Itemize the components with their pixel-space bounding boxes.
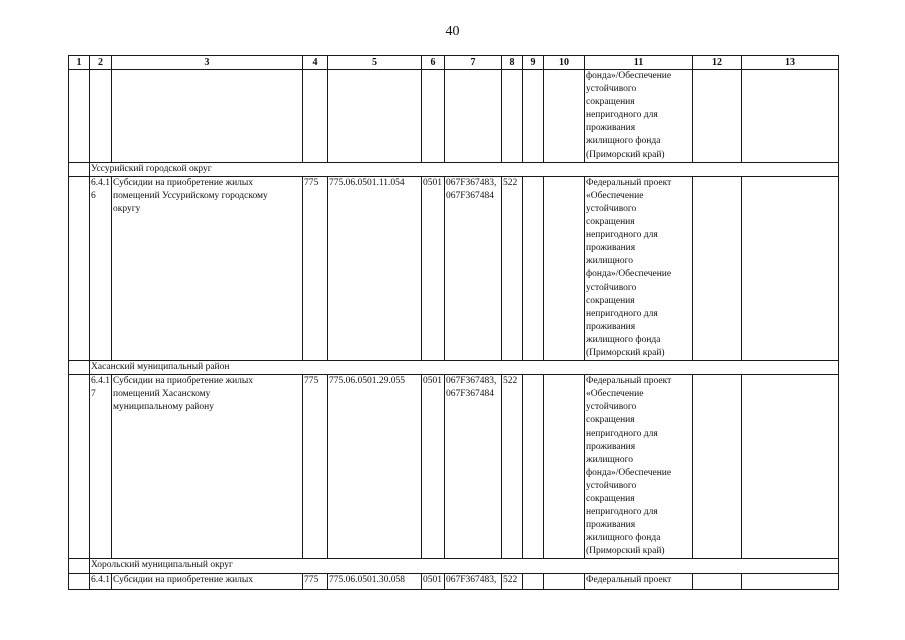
cell-col11-line: сокращения — [586, 494, 635, 504]
row-number-line: 6.4.1 — [91, 376, 110, 387]
cell-col9 — [523, 176, 544, 360]
cell-col11-line: устойчивого — [586, 203, 637, 214]
cell-col6 — [422, 70, 445, 163]
cell-col12 — [693, 573, 742, 589]
cell-col11-line: жилищного фонда — [586, 533, 661, 544]
header-cell-6: 6 — [422, 56, 445, 70]
cell-col1 — [69, 375, 90, 559]
cell-col11-line: проживания — [586, 243, 636, 254]
header-cell-12: 12 — [693, 56, 742, 70]
cell-col11-line: жилищного фонда — [586, 136, 661, 147]
cell-col8: 522 — [502, 375, 523, 559]
cell-col7-line: 067F367483, — [446, 177, 497, 188]
cell-col4: 775 — [303, 375, 328, 559]
cell-col11-line: проживания — [586, 123, 636, 134]
header-cell-4: 4 — [303, 56, 328, 70]
row-number-line: 7 — [91, 389, 96, 400]
cell-col11-line: сокращения — [586, 295, 635, 306]
cell-col8 — [502, 70, 523, 163]
cell-col9 — [523, 70, 544, 163]
cell-col1 — [69, 361, 90, 375]
cell-col11-line: Федеральный проект — [586, 574, 672, 585]
cell-col11-line: сокращения — [586, 97, 635, 108]
cell-col12 — [693, 176, 742, 360]
municipality-name: Хорольский муниципальный округ — [90, 559, 112, 573]
cell-col4 — [303, 70, 328, 163]
cell-col10 — [544, 70, 585, 163]
cell-col4: 775 — [303, 176, 328, 360]
data-row — [69, 573, 839, 589]
budget-table — [68, 55, 839, 590]
header-cell-13: 13 — [742, 56, 839, 70]
continuation-row — [69, 70, 839, 163]
cell-col11-line: сокращения — [586, 217, 635, 228]
cell-col11 — [585, 70, 693, 163]
cell-col11-line: устойчивого — [586, 402, 637, 413]
cell-col1 — [69, 559, 90, 573]
cell-col9 — [523, 375, 544, 559]
row-number — [90, 176, 112, 360]
cell-col13 — [742, 70, 839, 163]
row-name-line: Субсидии на приобретение жилых — [113, 376, 254, 387]
cell-col11-line: проживания — [586, 441, 636, 452]
cell-col7-line: 067F367484 — [446, 389, 495, 400]
cell-col11-line: проживания — [586, 520, 636, 531]
municipality-name: Уссурийский городской округ — [90, 162, 112, 176]
cell-col1 — [69, 70, 90, 163]
row-number-line: 6.4.1 — [91, 177, 110, 188]
cell-col5 — [328, 70, 422, 163]
cell-col11-line: непригодного для — [586, 110, 658, 121]
cell-col11-line: фонда»/Обеспечение — [586, 467, 672, 478]
row-name-line: муниципальному району — [113, 402, 214, 413]
cell-col11-line: (Приморский край) — [586, 149, 665, 160]
cell-col6: 0501 — [422, 176, 445, 360]
cell-col3 — [112, 70, 303, 163]
cell-col11 — [585, 176, 693, 360]
cell-col12 — [693, 70, 742, 163]
cell-col11-line: жилищного — [586, 256, 634, 267]
cell-col5: 775.06.0501.29.055 — [328, 375, 422, 559]
cell-col10 — [544, 375, 585, 559]
cell-col11-line: непригодного для — [586, 428, 658, 439]
cell-col6: 0501 — [422, 573, 445, 589]
cell-col8: 522 — [502, 176, 523, 360]
row-name-line: помещений Уссурийскому городскому — [113, 190, 268, 201]
header-cell-10: 10 — [544, 56, 585, 70]
cell-col8: 522 — [502, 573, 523, 589]
cell-col11-line: Федеральный проект — [586, 376, 672, 387]
cell-col10 — [544, 176, 585, 360]
cell-col1 — [69, 176, 90, 360]
cell-col7 — [445, 375, 502, 559]
cell-col11 — [585, 375, 693, 559]
cell-col11-line: жилищного фонда — [586, 334, 661, 345]
cell-col6: 0501 — [422, 375, 445, 559]
cell-col11-line: Федеральный проект — [586, 177, 672, 188]
cell-col7-line: 067F367483, — [446, 574, 497, 585]
row-number — [90, 573, 112, 589]
cell-col11-line: проживания — [586, 321, 636, 332]
row-name — [112, 375, 303, 559]
row-name — [112, 573, 303, 589]
row-name-line: Субсидии на приобретение жилых — [113, 574, 254, 585]
municipality-row — [69, 361, 839, 375]
cell-col7-line: 067F367483, — [446, 376, 497, 387]
row-name-line: Субсидии на приобретение жилых — [113, 177, 254, 188]
cell-col11-line: (Приморский край) — [586, 546, 665, 557]
data-row — [69, 176, 839, 360]
cell-col7-line: 067F367484 — [446, 190, 495, 201]
header-cell-1: 1 — [69, 56, 90, 70]
row-name-line: помещений Хасанскому — [113, 389, 211, 400]
header-cell-11: 11 — [585, 56, 693, 70]
row-name-line: округу — [113, 203, 141, 214]
cell-col11-line: «Обеспечение — [586, 389, 644, 400]
municipality-row — [69, 559, 839, 573]
cell-col10 — [544, 573, 585, 589]
cell-col13 — [742, 176, 839, 360]
cell-col7 — [445, 573, 502, 589]
cell-col11-line: непригодного для — [586, 308, 658, 319]
municipality-name: Хасанский муниципальный район — [90, 361, 112, 375]
cell-col9 — [523, 573, 544, 589]
cell-col1 — [69, 162, 90, 176]
header-cell-2: 2 — [90, 56, 112, 70]
cell-col11 — [585, 573, 693, 589]
cell-col11-line: «Обеспечение — [586, 190, 644, 201]
cell-col12 — [693, 375, 742, 559]
municipality-rest — [112, 162, 839, 176]
municipality-row — [69, 162, 839, 176]
header-cell-7: 7 — [445, 56, 502, 70]
cell-col11-line: жилищного — [586, 454, 634, 465]
cell-col11-line: (Приморский край) — [586, 347, 665, 358]
cell-col7 — [445, 176, 502, 360]
cell-col2 — [90, 70, 112, 163]
cell-col11-line: непригодного для — [586, 230, 658, 241]
cell-col13 — [742, 375, 839, 559]
row-name — [112, 176, 303, 360]
cell-col13 — [742, 573, 839, 589]
cell-col7 — [445, 70, 502, 163]
cell-col11-line: устойчивого — [586, 84, 637, 95]
header-cell-8: 8 — [502, 56, 523, 70]
row-number — [90, 375, 112, 559]
cell-col11-line: устойчивого — [586, 282, 637, 293]
cell-col11-line: фонда»/Обеспечение — [586, 71, 672, 81]
cell-col4: 775 — [303, 573, 328, 589]
row-number-line: 6.4.1 — [91, 574, 110, 585]
header-cell-5: 5 — [328, 56, 422, 70]
cell-col11-line: фонда»/Обеспечение — [586, 269, 672, 280]
cell-col11-line: непригодного для — [586, 507, 658, 518]
data-row — [69, 375, 839, 559]
cell-col1 — [69, 573, 90, 589]
header-cell-3: 3 — [112, 56, 303, 70]
cell-col11-line: сокращения — [586, 415, 635, 426]
row-number-line: 6 — [91, 190, 96, 201]
page-number: 40 — [445, 24, 460, 39]
header-row — [69, 56, 839, 70]
header-cell-9: 9 — [523, 56, 544, 70]
cell-col5: 775.06.0501.11.054 — [328, 176, 422, 360]
cell-col11-line: устойчивого — [586, 480, 637, 491]
cell-col5: 775.06.0501.30.058 — [328, 573, 422, 589]
